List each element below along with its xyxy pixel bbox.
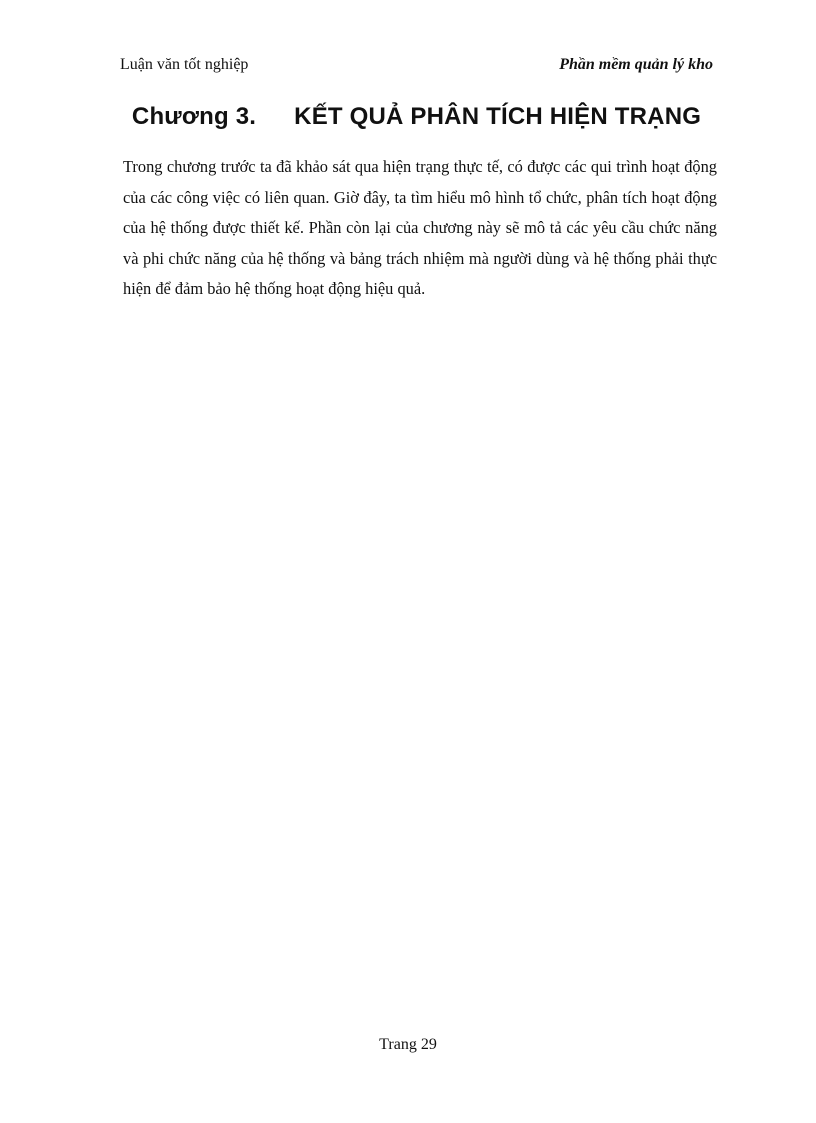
page-footer (0, 1036, 816, 1054)
body-paragraph: Trong chương trước ta đã khảo sát qua hiện trạng thực tế, có được các qui trình hoạt động của các công việc có liên quan. Giờ đây, ta tìm hiểu mô hình tổ chức, phân tích hoạt động của hệ thống được thiết kế. Phần còn lại của chương này sẽ mô tả các yêu cầu chức năng và phi chức năng của hệ thống và bảng trách nhiệm mà người dùng và hệ thống phải thực hiện để đảm bảo hệ thống hoạt động hiệu quả. (123, 157, 717, 299)
header-thesis-label: Luận văn tốt nghiệp (120, 56, 249, 73)
page-number: Trang 29 (379, 1036, 437, 1053)
chapter-title: KẾT QUẢ PHÂN TÍCH HIỆN TRẠNG (294, 103, 702, 130)
header-project-title: Phần mềm quản lý kho (559, 56, 713, 73)
chapter-heading (120, 103, 713, 131)
chapter-number: Chương 3. (131, 103, 257, 130)
page-header (120, 56, 713, 80)
